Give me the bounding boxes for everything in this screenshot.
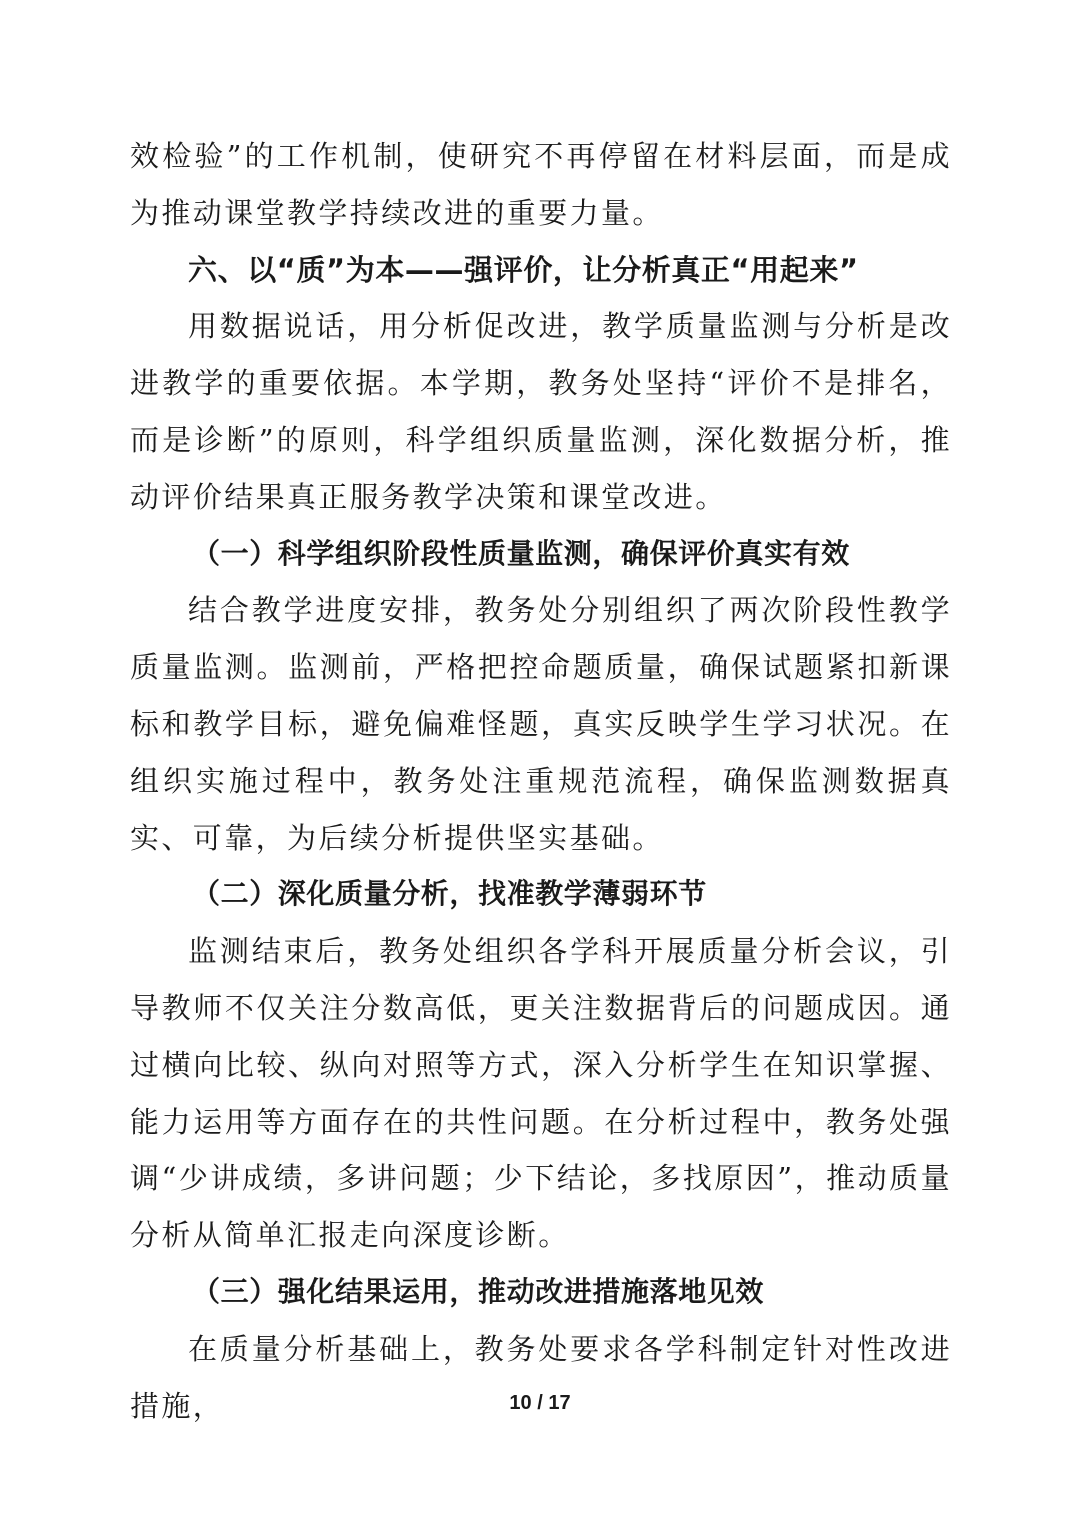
subsection-body-3: 在质量分析基础上，教务处要求各学科制定针对性改进措施， [130, 1331, 952, 1423]
subsection-heading-1: （一）科学组织阶段性质量监测，确保评价真实有效 [192, 536, 850, 570]
continuation-paragraph: 效检验”的工作机制，使研究不再停留在材料层面，而是成为推动课堂教学持续改进的重要力量。 [130, 139, 952, 230]
subsection-heading-3: （三）强化结果运用，推动改进措施落地见效 [192, 1274, 765, 1308]
section-heading: 六、以“质”为本——强评价，让分析真正“用起来” [188, 252, 859, 287]
subsection-body-2: 监测结束后，教务处组织各学科开展质量分析会议，引导教师不仅关注分数高低，更关注数据背后的问题成因。通过横向比较、纵向对照等方式，深入分析学生在知识掌握、能力运用等方面存在的共性问题。在分析过程中，教务处强调“少讲成绩，多讲问题；少下结论，多找原因”，推动质量分析从简单汇报走向深度诊断。 [130, 934, 952, 1253]
subsection-body-1: 结合教学进度安排，教务处分别组织了两次阶段性教学质量监测。监测前，严格把控命题质量，确保试题紧扣新课标和教学目标，避免偏难怪题，真实反映学生学习状况。在组织实施过程中，教务处注重规范流程，确保监测数据真实、可靠，为后续分析提供坚实基础。 [130, 593, 952, 855]
page-number: 10 / 17 [509, 1392, 571, 1414]
section-intro-paragraph: 用数据说话，用分析促改进，教学质量监测与分析是改进教学的重要依据。本学期，教务处坚持“评价不是排名，而是诊断”的原则，科学组织质量监测，深化数据分析，推动评价结果真正服务教学决策和课堂改进。 [130, 309, 952, 514]
document-body [130, 128, 952, 1434]
subsection-heading-2: （二）深化质量分析，找准教学薄弱环节 [192, 877, 707, 911]
